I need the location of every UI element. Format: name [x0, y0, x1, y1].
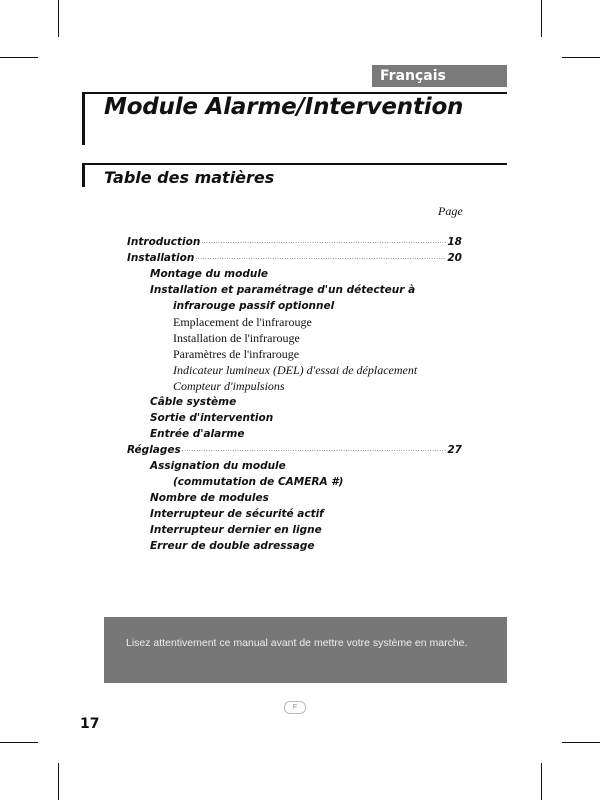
toc-entry: Compteur d'impulsions: [173, 379, 285, 393]
toc-rule-vertical: [82, 163, 85, 187]
toc-rule-horizontal: [82, 163, 507, 165]
toc-entry: Nombre de modules: [150, 492, 269, 504]
toc-heading: Table des matières: [104, 168, 275, 187]
toc-entry-text: Réglages: [127, 444, 181, 456]
toc-entry-installation: [127, 250, 462, 266]
notice-text: Lisez attentivement ce manual avant de mettre votre système en marche.: [126, 637, 468, 649]
toc-entry: Paramètres de l'infrarouge: [173, 347, 300, 361]
page-column-label: Page: [438, 204, 463, 218]
toc-entry: Interrupteur dernier en ligne: [150, 524, 322, 536]
page-title: Module Alarme/Intervention: [104, 94, 464, 120]
title-rule-vertical: [82, 92, 85, 145]
toc-entry-page: 27: [447, 444, 462, 456]
crop-mark: [562, 742, 600, 743]
language-badge: F: [284, 701, 306, 714]
toc-entry: infrarouge passif optionnel: [173, 300, 335, 312]
toc-entry-reglages: [127, 442, 462, 458]
toc-entry-page: 20: [447, 252, 462, 264]
toc-entry: Erreur de double adressage: [150, 540, 315, 552]
crop-mark: [541, 0, 542, 37]
toc-entry: Entrée d'alarme: [150, 428, 245, 440]
crop-mark: [0, 57, 38, 58]
toc-entry: Emplacement de l'infrarouge: [173, 315, 312, 329]
leader-dots: [182, 442, 447, 458]
crop-mark: [541, 763, 542, 800]
toc-entry: Montage du module: [150, 268, 269, 280]
crop-mark: [562, 57, 600, 58]
toc-entry: Installation de l'infrarouge: [173, 331, 300, 345]
toc-entry-text: Introduction: [127, 236, 201, 248]
notice-box: [104, 617, 507, 683]
toc-entry-introduction: [127, 234, 462, 250]
toc-entry: Interrupteur de sécurité actif: [150, 508, 324, 520]
leader-dots: [195, 250, 446, 266]
toc-entry: (commutation de CAMERA #): [173, 476, 344, 488]
table-of-contents: [127, 234, 462, 554]
page-number: 17: [80, 716, 100, 732]
crop-mark: [58, 763, 59, 800]
toc-entry: Installation et paramétrage d'un détecteur à: [150, 284, 416, 296]
crop-mark: [58, 0, 59, 37]
toc-entry-page: 18: [447, 236, 462, 248]
toc-entry-text: Installation: [127, 252, 195, 264]
toc-entry: Câble système: [150, 396, 237, 408]
toc-entry: Assignation du module: [150, 460, 286, 472]
leader-dots: [201, 234, 446, 250]
toc-entry: Sortie d'intervention: [150, 412, 274, 424]
language-tab: Français: [372, 65, 507, 87]
crop-mark: [0, 742, 38, 743]
toc-entry: Indicateur lumineux (DEL) d'essai de déplacement: [173, 363, 418, 377]
